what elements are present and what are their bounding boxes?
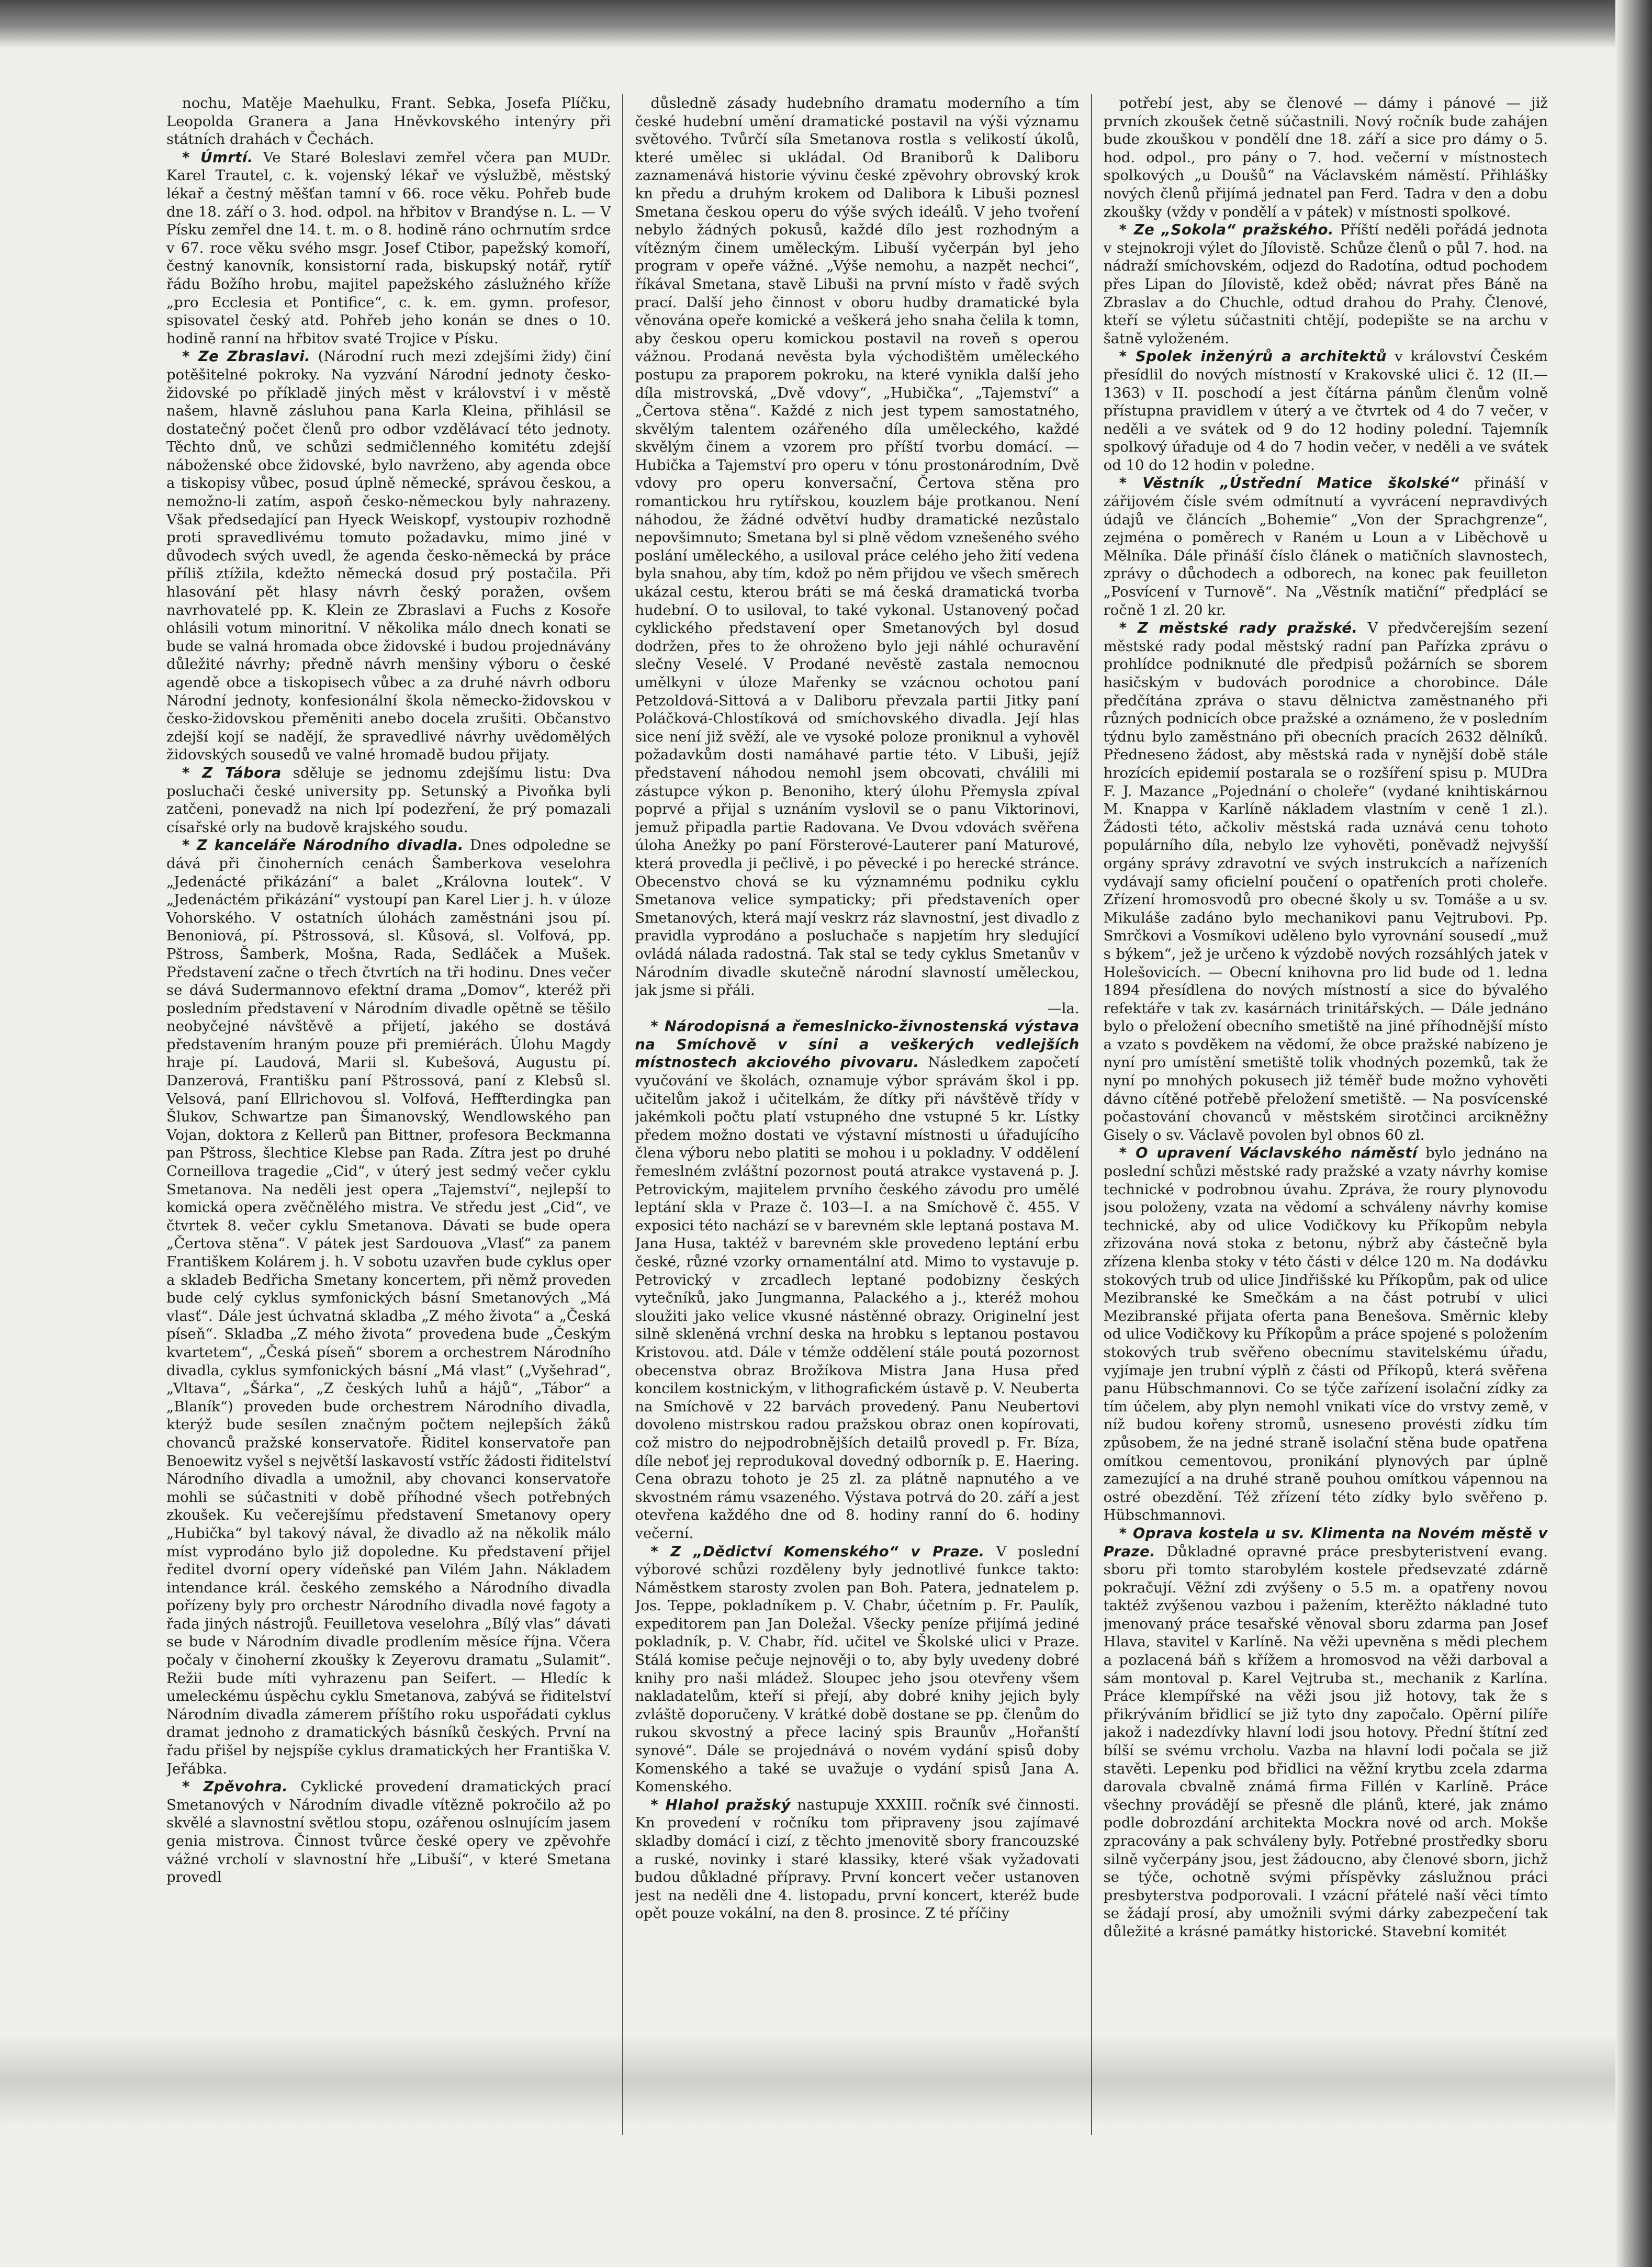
article-text: (Národní ruch mezi zdejšími židy) činí potěšitelné pokroky. Na vyzvání Národní jednoty česko-židovské po příkladě jiných měst v království i v městě našem, hlavně zásluhou pana Karla Kleina, přihlásil se dostatečný počet členů pro odbor vzdělávací této jednoty. Těchto dnů, ve schůzi sedmičlenného komitétu zdejší náboženské obce židovské, bylo navrženo, aby agenda obce a tiskopisy vůbec, posud úplně německé, správou českou, a nemožno-li zatím, aspoň česko-německou byly nahrazeny. Však předsedající pan Hyeck Weiskopf, vystoupiv rozhodně proti spravedlivému tomuto požadavku, mimo jiné v důvodech svých uvedl, že agenda česko-německá by práce příliš ztížila, kdežto německá dosud prý postačila. Při hlasování pět hlasy návrh český poražen, ovšem navrhovatelé pp. K. Klein ze Zbraslavi a Fuchs z Kosoře ohlásili votum minoritní. V několika málo dnech konati se bude se valná hromada obce židovské i budou projednávány důležité návrhy; předně návrh menšiny výboru o české agendě obce a tiskopisech vůbec a za druhé návrh odboru Národní jednoty, konfesionální škola německo-židovskou v česko-židovskou přeměniti anebo docela zrušiti. Občanstvo zdejší kojí se nadějí, že spravedlivé návrhy uvědomělých židovských sousedů ve valné hromadě budou přijaty. (166, 348, 611, 764)
article-heading: * Ze Zbraslavi. (182, 348, 311, 365)
article-paragraph (166, 94, 611, 149)
article-heading: * Úmrtí. (182, 149, 253, 166)
article-paragraph (1104, 474, 1548, 619)
article-text: důsledně zásady hudebního dramatu moderního a tím české hudební umění dramatické postavil na výši významu světového. Tvůrčí síla Smetanova rostla s velikostí úkolů, které umělec si ukládal. Od Braniborů k Daliboru zaznamenává historie vývinu české zpěvohry obrovský krok kn předu a druhým krokem od Dalibora k Libuši poznesl Smetana českou operu do výše svých ideálů. V jeho tvoření nebylo žádných pokusů, každé dílo jest rozhodným a vítězným činem uměleckým. Libuší vyčerpán byl jeho program v opeře vážné. „Výše nemohu, a nazpět nechci“, říkával Smetana, stavě Libuši na první místo v řadě svých prací. Další jeho činnost v oboru hudby dramatické byla věnována opeře komické a veškerá jeho snaha čelila k tomn, aby českou operu komickou postavil na roveň s operou vážnou. Prodaná nevěsta byla východištěm uměleckého postupu za praporem pokroku, na které vynikla další jeho díla mistrovská, „Dvě vdovy“, „Hubička“, „Tajemství“ a „Čertova stěna“. Každé z nich jest typem samostatného, skvělým talentem ozářeného díla uměleckého, každé skvělým činem a vzorem pro příští tvorbu domácí. — Hubička a Tajemství pro operu v tónu prostonárodním, Dvě vdovy pro operu konversační, Čertova stěna pro romantickou hru rytířskou, kouzlem báje protkanou. Není náhodou, že žádné odvětví hudby dramatické nezůstalo nepovšimnuto; Smetana byl si plně vědom vznešeného svého poslání uměleckého, a usiloval práce celého jeho žití vedena byla snahou, aby tím, kdož po něm přijdou ve všech směrech ukázal cestu, kterou bráti se má česká dramatická tvorba hudební. O to usiloval, to také vykonal. Ustanovený počad cyklického představení oper Smetanových byl dosud dodržen, přes to že ohroženo bylo jeji náhlé ochuravění slečny Veselé. V Prodané nevěstě zastala nemocnou umělkyni v úloze Mařenky se vzácnou ochotou paní Petzoldová-Sittová a v Daliboru převzala partii Jitky paní Poláčková-Chlostíková od smíchovského divadla. Její hlas sice není již svěží, ale ve vysoké poloze proniknul a vyhověl požadavkům dosti namáhavé partie této. V Libuši, jejíž představení náhodou nemohl jsem obcovati, chválili mi zástupce výkon p. Benoniho, který úlohu Přemysla zpíval poprvé a přijal s uznáním vyslovil se o panu Viktorinovi, jemuž připadla partie Radovana. Ve Dvou vdovách svěřena úloha Anežky po paní Försterové-Lauterer paní Maturové, která provedla ji pečlivě, i po pěvecké i po herecké stránce. Obecenstvo chová se ku významnému podniku cyklu Smetanova velice sympaticky; při představeních oper Smetanových, která mají veskrz ráz slavnostní, jest divadlo z pravidla vyprodáno a posluchače s napjetím hry sledující ovládá nálada radostná. Tak stal se tedy cyklus Smetanův v Národním divadle skutečně národní slavností uměleckou, jak jsme si přáli. (635, 95, 1080, 999)
article-text: Cyklické provedení dramatických prací Smetanových v Národním divadle vítězně pokročilo až po skvělé a slavnostní světlou stopu, ozářenou oslnujícím jasem genia mistrova. Činnost tvůrce české opery ve zpěvohře vážné vrcholí v slavnostní hře „Libuší“, v které Smetana provedl (166, 1778, 611, 1886)
article-paragraph (166, 149, 611, 348)
article-text: V poslední výborové schůzi rozděleny byly jednotlivé funkce takto: Náměstkem starosty zvolen pan Boh. Patera, jednatelem p. Jos. Teppe, pokladníkem p. V. Chabr, účetním p. Fr. Paulík, expeditorem pan Jan Doležal. Všecky peníze přijímá jediné pokladník, p. V. Chabr, říd. učitel ve Školské ulici v Praze. Stálá komise pečuje nejnověji o to, aby byly uvedeny dobré knihy pro naši mládež. Sloupec jeho jsou otevřeny všem nakladatelům, kteří si přejí, aby dobré knihy jejich byly zvláště doporučeny. V krátké době dostane se pp. členům do rukou skvostný a přece laciný spis Braunův „Hořanští synové“. Dále se projednává o novém vydání spisů doby Komenského a také se uvažuje o vydání spisů Jana A. Komenského. (635, 1543, 1080, 1795)
article-text: Důkladné opravné práce presbyteristvení evang. sboru při tomto starobylém kostele předsevzaté zdárně pokračují. Věžní zdi zvýšeny o 5.5 m. a opatřeny novou taktéž zvýšenou vazbou i pažením, kterěžto nákladné tuto jmenovaný práce tesařské věnoval sboru zdarma pan Josef Hlava, stavitel v Karlíně. Na věži upevněna s mědi plechem a pozlacená báň s křížem a hromosvod na věži darboval a sám montoval p. Karel Vejtruba st., mechanik z Karlína. Práce klempířské na věži jsou již hotovy, tak že s přikrýváním břidlicí se již tyto dny započalo. Opěrní pilíře jakož i nadezdívky hlavní lodi jsou hotovy. Přední štítní zeď bílší se svému vrcholu. Vazba na hlavní lodi počala se již stavěti. Lepenku pod břidlici na věžní krytbu zcela zdarma darovala cbvalně známá firma Fillén v Karlíně. Práce všechny provádějí se přesně dle plánů, které, jak známo podle dobrozdání architekta Mockra nové od arch. Mokše zpracovány a pak schváleny byly. Potřebné prostředky sboru silně vyčerpány jsou, jest žádoucno, aby členové sborn, jichž se týče, ochotně svými příspěvky záslužnou práci presbyterstva podporovali. I vzácní přátelé naší věci tímto se žádají prosí, aby umožnili svými dárky zabezpečení tak důležité a krásné památky historické. Stavební komitét (1103, 1543, 1548, 1940)
article-heading: * O upravení Václavského náměstí (1119, 1144, 1418, 1162)
article-paragraph (166, 764, 611, 836)
article-heading: * Hlahol pražský (650, 1796, 791, 1813)
article-paragraph (166, 836, 611, 1778)
article-text: přináší v zářijovém čísle svém odmítnutí a vyvrácení nepravdivých údajů ve článcích „Bohemie“ „Von der Sprachgrenze“, zejména o poměrech v Raném u Loun a v Liběchově u Mělníka. Dále přináší číslo článek o matičních slavnostech, zprávy o důchodech a odborech, na konec pak feuilleton „Posvícení v Turnově“. Na „Věstník matiční“ předplácí se ročně 1 zl. 20 kr. (1103, 475, 1548, 619)
article-heading: * Z „Dědictví Komenského“ v Praze. (650, 1543, 985, 1560)
article-heading: * Ze „Sokola“ pražského. (1119, 221, 1334, 239)
text-columns (166, 94, 1548, 2135)
page-right-edge (1615, 0, 1652, 2267)
article-text: sděluje se jednomu zdejšímu listu: Dva posluchači české university pp. Setunský a Pivoňka byli zatčeni, ponevadž na nich lpí podezření, že prý pomazali císařské orly na budově krajského soudu. (166, 764, 611, 836)
article-paragraph (635, 1796, 1079, 1923)
article-signature (635, 1000, 1079, 1018)
article-text: nochu, Matěje Maehulku, Frant. Sebka, Josefa Plíčku, Leopolda Granera a Jana Hněvkovského intenýry při státních drahách v Čechách. (166, 95, 611, 148)
column-2 (635, 94, 1079, 2135)
article-text: nastupuje XXXIII. ročník své činnosti. Kn provedení v ročníku tom připraveny jsou zajímavé skladby domácí i cizí, z těchto jmenovitě sbory francouzské a ruské, novinky i staré klassiky, které však vyžadovati budou důkladné přípravy. První koncert večer ustanoven jest na neděli dne 4. listopadu, první koncert, kteréž bude opět pouze vokální, na den 8. prosince. Z té příčiny (635, 1796, 1080, 1922)
article-text: —la. (1047, 1000, 1080, 1017)
article-text: Dnes odpoledne se dává při činoherních cenách Šamberkova veselohra „Jedenácté přikázání“ a balet „Královna loutek“. V „Jedenáctém přikázání“ vystoupí pan Karel Lier j. h. v úloze Vohorského. V ostatních úlohách zaměstnáni jsou pí. Benoniová, pí. Pštrossová, sl. Kůsová, sl. Volfová, pp. Pštross, Šamberk, Mošna, Rada, Sedláček a Mušek. Představení začne o třech čtvrtích na tři hodinu. Dnes večer se dává Sudermannovo efektní drama „Domov“, kteréž při posledním představení v Národním divadle opětně se těšilo neobyčejné návštěvě a přijetí, jakého se dostává představením hraným pouze při premiérách. Úlohu Magdy hraje pí. Laudová, Marii sl. Kubešová, Augustu pí. Danzerová, Františku paní Pštrossová, paní z Klebsů sl. Velsová, paní Ellrichovou sl. Volfová, Heffterdingka pan Šlukov, Schwartze pan Šimanovský, Wendlowského pan Vojan, doktora z Kellerů pan Bittner, profesora Beckmanna pan Pštross, šlechtice Klebse pan Rada. Zítra jest po druhé Corneillova tragedie „Cid“, v úterý jest sedmý večer cyklu Smetanova. Na neděli jest opera „Tajemství“, nejlepší to komická opera zvěčnělého mistra. Ve středu jest „Cid“, ve čtvrtek 8. večer cyklu Smetanova. Dávati se bude opera „Čertova stěna“. V pátek jest Sardouova „Vlasť“ za panem Františkem Kolárem j. h. V sobotu uzavřen bude cyklus oper a skladeb Bedřicha Smetany koncertem, při němž proveden bude celý cyklus symfonických básní Smetanových „Má vlasť“. Dále jest úchvatná skladba „Z mého života“ a „Česká píseň“. Skladba „Z mého života“ provedena bude „Českým kvartetem“, „Česká píseň“ sborem a orchestrem Národního divadla, cyklus symfonických básní „Má vlast“ („Vyšehrad“, „Vltava“, „Šárka“, „Z českých luhů a hájů“, „Tábor“ a „Blaník“) proveden bude orchestrem Národního divadla, kterýž bude sesílen značným počtem nejlepších žáků chovanců pražské konservatoře. Řiditel konservatoře pan Benoewitz vyšel s největší laskavostí vstříc žádosti řiditelství Národního divadla a umožnil, aby chovanci konservatoře mohli se súčastniti v době příhodné všech potřebných zkoušek. Ku večerejšímu představení Smetanovy opery „Hubička“ byl takový nával, že divadlo až na několik málo míst vyprodáno bylo již dopoledne. Ku představení přijel ředitel dvorní opery vídeňské pan Vilém Jahn. Nákladem intendance král. českého zemského a Národního divadla pořízeny byly pro orchestr Národního divadla nové fagoty a řada jiných nástrojů. Feuilletova veselohra „Bílý vlas“ dávati se bude v Národním divadle prodlením měsíce října. Včera počaly v činoherní zkoušky k Zeyerovu dramatu „Sulamit“. Režii bude míti vyhrazenu pan Seifert. — Hledíc k umeleckému úspěchu cyklu Smetanova, zabývá se řiditelství Národním divadla zámerem příštího roku uspořádati cyklus dramat jednoho z dramatických básníků českých. První na řadu přišel by nejspíše cyklus dramatických her Františka V. Jeřábka. (166, 837, 611, 1777)
article-paragraph (635, 1543, 1079, 1796)
article-paragraph (1104, 221, 1548, 347)
article-paragraph (166, 347, 611, 764)
article-text: bylo jednáno na poslední schůzi městské rady pražské a vzaty návrhy komise technické v podrobnou úvahu. Zpráva, že roury plynovodu jsou položeny, vzata na vědomí a schváleny návrhy komise technické, aby od ulice Vodičkovy ku Příkopům nebyla zřizována nová stoka z betonu, nýbrž aby částečně byla zřízena klenba stoky v této části v délce 120 m. Na dodávku stokových trub od ulice Jindřišské ku Příkopům, pak od ulice Mezibranské ke Smečkám a na část potrubí v ulici Mezibranské přijata oferta pana Benešova. Směrnic kleby od ulice Vodičkovy ku Příkopům a práce spojené s položením stokových trub svěřeno obecnímu stavitelskému úřadu, vyjímaje jen trubní výplň z části od Příkopů, která svěřena panu Hübschmannovi. Co se týče zařízení isolační zídky za tím účelem, aby plyn nemohl vnikati více do vrstvy země, v níž budou kořeny stromů, usneseno provésti zídku tím způsobem, že na jedné straně isolační stěna bude opatřena omítkou cementovou, pronikání plynových par úplně zamezující a na druhé straně pouhou omítkou vápennou na ostré obezdění. Též zřízení této zídky bylo svěřeno p. Hübschmannovi. (1103, 1144, 1548, 1524)
article-paragraph (1104, 1144, 1548, 1524)
column-rule (1091, 94, 1092, 2135)
article-text: v království Českém přesídlil do nových místností v Krakovské ulici č. 12 (II.—1363) v II. poschodí a jest čítárna pánům členům volně přístupna pravidlem v úterý a ve čtvrtek od 4 do 7 večer, v neděli a ve svátek od 9 do 12 hodiny polední. Tajemník spolkový úřaduje od 4 do 7 hodin večer, v neděli a ve svátek od 10 do 12 hodin v poledne. (1103, 348, 1548, 474)
article-heading: * Z městské rady pražské. (1119, 620, 1358, 637)
article-paragraph (166, 1778, 611, 1887)
page-top-edge (0, 0, 1652, 48)
article-paragraph (1104, 619, 1548, 1144)
article-paragraph (635, 94, 1079, 1000)
article-heading: * Oprava kostela u sv. Klimenta na Novém městě v Praze. (1103, 1524, 1548, 1560)
column-3 (1104, 94, 1548, 2135)
article-paragraph (635, 1017, 1079, 1542)
article-text: Příští neděli pořádá jednota v stejnokroji výlet do Jílovistě. Schůze členů o půl 7. hod. na nádraží smíchovském, odjezd do Radotína, odtud pochodem přes Lipan do Jílovistě, kdež oběd; návrat přes Báně na Zbraslav a do Chuchle, odtud drahou do Prahy. Členové, kteří se výletu súčastniti chtějí, podepište se na archu v šatně vyloženém. (1103, 221, 1548, 347)
article-text: Ve Staré Boleslavi zemřel včera pan MUDr. Karel Trautel, c. k. vojenský lékař ve výslužbě, městský lékař a čestný měšťan tamní v 66. roce věku. Pohřeb bude dne 18. září o 3. hod. odpol. na hřbitov v Brandýse n. L. — V Písku zemřel dne 14. t. m. o 8. hodině ráno ochrnutím srdce v 67. roce věku svého msgr. Josef Ctibor, papežský komoří, čestný kanovník, konsistorní rada, biskupský notář, rytíř řádu Božího hrobu, majitel papežského záslužného kříže „pro Ecclesia et Pontifice“, c. k. em. gymn. profesor, spisovatel český atd. Pohřeb jeho konán se dnes o 10. hodině ranní na hřbitov svaté Trojice v Písku. (166, 149, 611, 347)
article-paragraph (1104, 1524, 1548, 1941)
column-1 (166, 94, 611, 2135)
article-heading: * Spolek inženýrů a architektů (1119, 348, 1387, 365)
article-heading: * Z Tábora (182, 764, 282, 781)
article-heading: * Věstník „Ústřední Matice školské“ (1119, 475, 1459, 492)
article-text: potřebí jest, aby se členové — dámy i pánové — již prvních zkoušek četně súčastnili. Nový ročník bude zahájen bude zkouškou v pondělí dne 18. září a sice pro dámy o 5. hod. odpol., pro pány o 7. hod. večerní v místnostech spolkových „u Doušů“ na Václavském náměstí. Přihlášky nových členů přijímá jednatel pan Ferd. Tadra v den a dobu zkoušky (vždy v pondělí a v pátek) v místnosti spolkové. (1103, 95, 1548, 220)
column-rule (622, 94, 623, 2135)
article-heading: * Zpěvohra. (182, 1778, 288, 1795)
article-paragraph (1104, 347, 1548, 474)
article-heading: * Národopisná a řemeslnicko-živnostenská výstava na Smíchově v síni a veškerých vedlejších místnostech akciového pivovaru. (635, 1018, 1080, 1071)
article-heading: * Z kanceláře Národního divadla. (182, 837, 464, 854)
article-paragraph (1104, 94, 1548, 221)
article-text: Následkem započetí vyučování ve školách, oznamuje výbor správám škol i pp. učitelům jakož i učitelkám, že dítky při návštěvě třídy v jakémkoli počtu platí vstupného dne vstupné 5 kr. Lístky předem možno dostati ve výstavní místnosti u úřadujícího člena výboru nebo platiti se mohou i u pokladny. V oddělení řemeslném zvláštní pozornost poutá atrakce vystavená p. J. Petrovickým, majitelem prvního českého závodu pro umělé leptání skla v Praze č. 103—I. a na Smíchově č. 455. V exposici této nachází se v barevném skle leptaná postava M. Jana Husa, taktéž v barevném skle provedeno leptání erbu české, různé vzorky ornamentální atd. Mimo to vystavuje p. Petrovický v zrcadlech leptané podobizny českých vytečníků, jako Jungmanna, Palackého a j., kteréž mohou sloužiti jako velice vkusné nástěnné obrazy. Originelní jest silně skleněná vrchní deska na hrobku s leptanou postavou Kristovou. atd. Dále v témže oddělení stále poutá pozornost obecenstva obraz Brožíkova Mistra Jana Husa před koncilem kostnickým, v lithografickém ústavě p. V. Neuberta na Smíchově v 22 barvách provedený. Panu Neubertovi dovoleno mistrskou radou pražskou obraz onen kopírovati, což mistro do nejpodrobnějších detailů provedl p. Fr. Bíza, díle neboť jej reprodukoval dovedný odborník p. E. Haering. Cena obrazu tohoto je 25 zl. za plátně napnutého a ve skvostném rámu vsazeného. Výstava potrvá do 20. září a jest otevřena každého dne od 8. hodiny ranní do 6. hodiny večerní. (635, 1054, 1080, 1542)
article-text: V předvčerejším sezení městské rady podal městský radní pan Pařízka zprávu o prohlídce podniknuté dle předpisů požárních se sborem hasičským v budovách porodnice a chorobince. Dále předčítána zpráva o stavu dělnictva zaměstnaného při různých podnicích obce pražské a oznámeno, že v posledním týdnu bylo zaměstnáno při obecních pracích 2632 dělníků. Předneseno žádost, aby městská rada v nynější době stále hrozících epidemií postarala se o rozšíření spisu p. MUDra F. J. Mazance „Pojednání o choleře“ (vydané knihtiskárnou M. Knappa v Karlíně nákladem vlastním v ceně 1 zl.). Žádosti této, ačkoliv městská rada uznává cenu tohoto populárního díla, nebylo lze vyhověti, poněvadž nejvyšší orgány správy zdravotní ve svých instrukcích a nařízeních vydávají samy oficielní poučení o opatřeních proti choleře. Zřízení hromosvodů pro obecné školy u sv. Tomáše a u sv. Mikuláše zadáno bylo mechanikovi panu Vejtrubovi. Pp. Smrčkovi a Vosmíkovi uděleno bylo vyrovnání sousedí „muž s býkem“, jež je určeno k výzdobě nových rozsáhlých jatek v Holešovicích. — Obecní knihovna pro lid bude od 1. ledna 1894 přesídlena do nových místností a sice do bývalého refektáře v tak zv. kasárnách trinitářských. — Dále jednáno bylo o přeložení obecního smetiště na jiné příhodnější místo a vzato s povděkem na vědomí, že obce pražské nabízeno je nyní pro umístění smetiště tolik vhodných pozemků, tak že nyní po mnohých pokusech již téměř bude možno vyhověti dávno cítěné potřebě přeložení smetiště. — Na posvícenské počastování chovanců v městském sirotčinci arcikněžny Gisely o sv. Václavě povolen byl obnos 60 zl. (1103, 620, 1548, 1143)
